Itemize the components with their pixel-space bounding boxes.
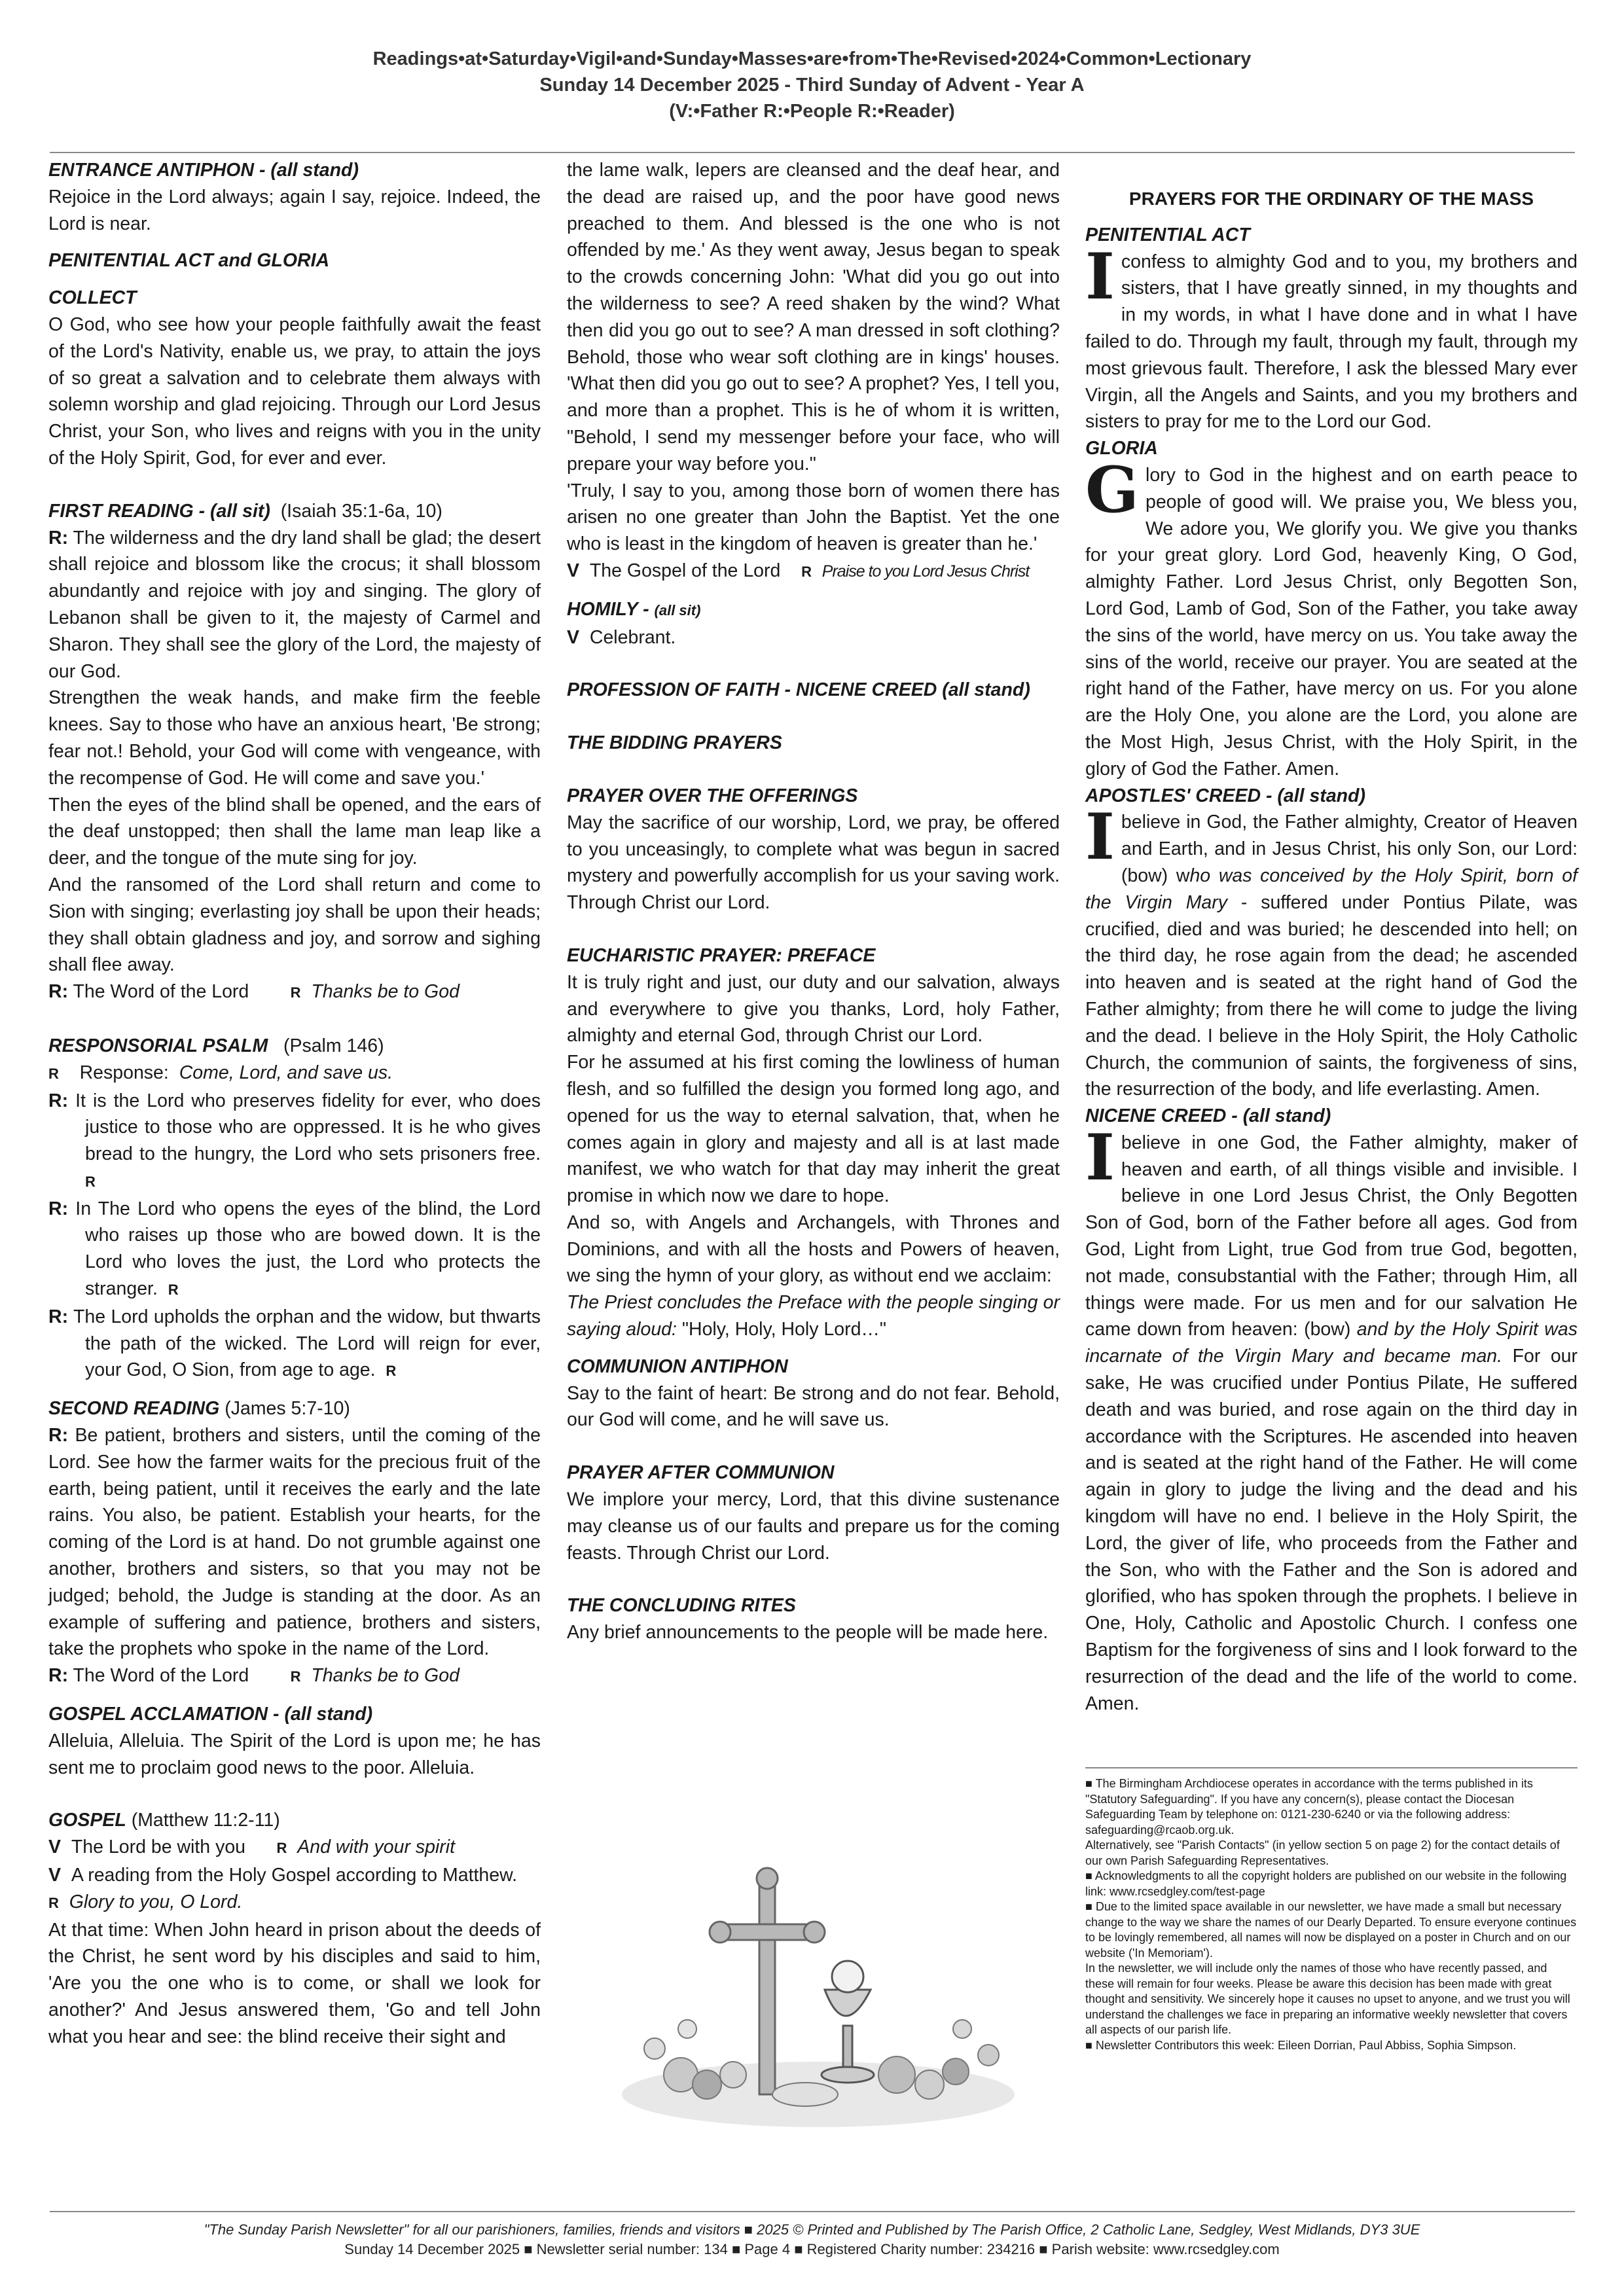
- first-reading-response: R: The Word of the Lord R Thanks be to God: [48, 981, 460, 1003]
- preface-priest: The Priest concludes the Preface with the people singing or saying aloud: "Holy, Holy, Holy Lord…": [567, 1292, 1060, 1340]
- nicene-creed-text: Ibelieve in one God, the Father almighty, maker of heaven and earth, of all things visible and invisible. I believe in one Lord Jesus Christ, the Only Begotten Son of God, born of the Father before all ages. God from God, Light from Light, true God from true God, begotten, not made, consubstantial with the Father; through Him, all things were made. For us men and for our salvation He came down from heaven: (bow) and by the Holy Spirit was incarnate of the Virgin Mary and became man. For our sake, He was crucified under Pontius Pilate, He suffered death and was buried, and rose again on the third day in accordance with the Scriptures. He ascended into heaven and is seated at the right hand of the Father. He will come again in glory to judge the living and the dead and his kingdom will have no end. I believe in the Holy Spirit, the Lord, the giver of life, who proceeds from the Father and the Son, who with the Father and the Son is adored and glorified, who has spoken through the prophets. I believe in One, Holy, Catholic and Apostolic Church. I confess one Baptism for the forgiveness of sins and I look forward to the resurrection of the dead and the life of the world to come. Amen.: [1085, 1120, 1578, 1714]
- acclamation-text: Alleluia, Alleluia. The Spirit of the Lord is upon me; he has sent me to proclaim good news to the poor. Alleluia.: [48, 1730, 541, 1778]
- first-reading-p3: Then the eyes of the blind shall be opened, and the ears of the deaf unstopped; then shall the lame man leap like a deer, and the tongue of the mute sing for joy.: [48, 794, 541, 869]
- gospel-heading: GOSPEL (Matthew 11:2-11): [48, 1810, 280, 1831]
- footer-line-2: Sunday 14 December 2025 ■ Newsletter serial number: 134 ■ Page 4 ■ Registered Charity number: 234216 ■ Parish website: www.rcsedgley.com: [344, 2241, 1280, 2257]
- dropcap-confiteor: I: [1085, 239, 1115, 314]
- confiteor-text: Iconfess to almighty God and to you, my brothers and sisters, that I have greatly sinned, in my thoughts and in my words, in what I have done and in what I have failed to do. Through my fault, through my fault, through my most grievous fault. Therefore, I ask the blessed Mary ever Virgin, all the Angels and Saints, and you my brothers and sisters to pray for me to the Lord our God.: [1085, 239, 1578, 433]
- concluding-text: Any brief announcements to the people will be made here.: [567, 1622, 1049, 1643]
- header-lectionary: Readings•at•Saturday•Vigil•and•Sunday•Masses•are•from•The•Revised•2024•Common•Lectionary: [372, 48, 1252, 69]
- gospel-continued-2: 'Truly, I say to you, among those born of women there has arisen no one greater than John the Baptist. Yet the one who is least in the kingdom of heaven is greater than he.': [567, 480, 1060, 555]
- preface-heading: EUCHARISTIC PRAYER: PREFACE: [567, 944, 876, 966]
- dropcap-nicene: I: [1085, 1120, 1115, 1194]
- footer-line-1: "The Sunday Parish Newsletter" for all our parishioners, families, friends and visitors ■ 2025 © Printed and Published by The Parish Office, 2 Catholic Lane, Sedgley, West Midlands, DY3 3UE: [204, 2221, 1420, 2238]
- note-departed: ■ Due to the limited space available in our newsletter, we have made a small but necessary change to the way we share the names of our Dearly Departed. To ensure everyone continues to be lovingly remembered, all names will now be displayed on a poster in Church and on our website ('In Memoriam').: [1085, 1900, 1577, 1960]
- gospel-dialogue-2: V A reading from the Holy Gospel according to Matthew.: [48, 1865, 518, 1886]
- note-acknowledgments: ■ Acknowledgments to all the copyright holders are published on our website in the following link: www.rcsedgley.com/test-page: [1085, 1869, 1567, 1898]
- creed-heading: PROFESSION OF FAITH - NICENE CREED (all stand): [567, 679, 1030, 701]
- column-2: [567, 157, 1060, 1646]
- first-reading-p2: Strengthen the weak hands, and make firm the feeble knees. Say to those who have an anxious heart, 'Be strong; fear not.! Behold, your God will come with vengeance, with the recompense of God. He will come and save you.': [48, 687, 541, 789]
- bottom-rule: [50, 2211, 1575, 2212]
- collect-heading: COLLECT: [48, 287, 137, 309]
- gospel-end: V The Gospel of the Lord R Praise to you Lord Jesus Christ: [567, 560, 1030, 581]
- nicene-creed-heading: NICENE CREED - (all stand): [1085, 1105, 1331, 1127]
- concluding-heading: THE CONCLUDING RITES: [567, 1595, 796, 1617]
- gloria-heading: GLORIA: [1085, 438, 1158, 459]
- offerings-heading: PRAYER OVER THE OFFERINGS: [567, 785, 858, 806]
- first-reading-p4: And the ransomed of the Lord shall return and come to Sion with singing; everlasting joy shall be upon their heads; they shall obtain gladness and joy, and sorrow and sighing shall flee away.: [48, 874, 541, 976]
- note-departed-2: In the newsletter, we will include only the names of those who have recently passed, and these will remain for four weeks. Please be aware this decision has been made with great thought and sensitivity. We sincerely hope it causes no upset to anyone, and we trust you will understand the challenges we face in preparing an informative weekly newsletter that covers all aspects of our parish life.: [1085, 1962, 1570, 2036]
- communion-illustration: [609, 1859, 1028, 2134]
- communion-heading: COMMUNION ANTIPHON: [567, 1355, 788, 1377]
- note-safeguarding: ■ The Birmingham Archdiocese operates in accordance with the terms published in its "Statutory Safeguarding". If you have any concern(s), please contact the Diocesan Safeguarding Team by telephone on: 0121-230-6240 or via the following address: safeguarding@rcaob.org.uk.: [1085, 1777, 1533, 1837]
- first-reading-heading: FIRST READING - (all sit) (Isaiah 35:1-6a, 10): [48, 500, 442, 522]
- after-communion-text: We implore your mercy, Lord, that this divine sustenance may cleanse us of our faults and prepare us for the coming feasts. Through Christ our Lord.: [567, 1489, 1060, 1564]
- homily-text: V Celebrant.: [567, 626, 676, 648]
- preface-p1: It is truly right and just, our duty and our salvation, always and everywhere to give you thanks, Lord, holy Father, almighty and eternal God, through Christ our Lord.: [567, 971, 1060, 1047]
- psalm-verse-2: R: In The Lord who opens the eyes of the blind, the Lord who raises up those who are bowed down. It is the Lord who loves the just, the Lord who protects the stranger. R: [48, 1198, 541, 1300]
- apostles-creed-text: Ibelieve in God, the Father almighty, Creator of Heaven and Earth, and in Jesus Christ, his only Son, our Lord: (bow) who was conceived by the Holy Spirit, born of the Virgin Mary - suffered under Pontius Pilate, was crucified, died and was buried; he descended into hell; on the third day, he rose again from the dead; he ascended into heaven and is seated at the right hand of God the Father almighty; from there he will come to judge the living and the dead. I believe in the Holy Spirit, the Holy Catholic Church, the communion of saints, the forgiveness of sins, the resurrection of the body, and life everlasting. Amen.: [1085, 800, 1578, 1100]
- note-safeguarding-contacts: Alternatively, see "Parish Contacts" (in yellow section 5 on page 2) for the contact details of our own Parish Safeguarding Representatives.: [1085, 1839, 1560, 1867]
- page-header: [0, 46, 1624, 124]
- dropcap-apostles: I: [1085, 800, 1115, 874]
- psalm-response: R Response: Come, Lord, and save us.: [48, 1062, 393, 1083]
- collect-text: O God, who see how your people faithfully await the feast of the Lord's Nativity, enable us, we pray, to attain the joys of so great a salvation and to celebrate them always with solemn worship and glad rejoicing. Through our Lord Jesus Christ, your Son, who lives and reigns with you in the unity of the Holy Spirit, God, for ever and ever.: [48, 314, 541, 469]
- gospel-dialogue-1: V The Lord be with you R And with your spirit: [48, 1837, 456, 1858]
- parish-notes: [1085, 1767, 1578, 2053]
- top-rule: [50, 152, 1575, 153]
- preface-p2: For he assumed at his first coming the lowliness of human flesh, and so fulfilled the design you formed long ago, and opened for us the way to eternal salvation, that, when he comes again in glory and majesty and all is at last made manifest, we who watch for that day may inherit the great promise in which now we dare to hope.: [567, 1052, 1060, 1207]
- gospel-text: At that time: When John heard in prison about the deeds of the Christ, he sent word by his disciples and said to him, 'Are you the one who is to come, or shall we look for another?' And Jesus answered them, 'Go and tell John what you hear and see: the blind receive their sight and: [48, 1919, 541, 2047]
- after-communion-heading: PRAYER AFTER COMMUNION: [567, 1462, 835, 1484]
- column-3: [1085, 157, 1578, 1717]
- psalm-verse-3: R: The Lord upholds the orphan and the widow, but thwarts the path of the wicked. The Lord will reign for ever, your God, O Sion, from age to age. R: [48, 1306, 541, 1381]
- entrance-antiphon-heading: ENTRANCE ANTIPHON - (all stand): [48, 160, 359, 181]
- entrance-antiphon-text: Rejoice in the Lord always; again I say, rejoice. Indeed, the Lord is near.: [48, 186, 541, 234]
- psalm-heading: RESPONSORIAL PSALM (Psalm 146): [48, 1035, 384, 1056]
- note-contributors: ■ Newsletter Contributors this week: Eileen Dorrian, Paul Abbiss, Sophia Simpson.: [1085, 2038, 1517, 2052]
- dropcap-gloria: G: [1085, 452, 1139, 527]
- page-footer: [0, 2220, 1624, 2259]
- second-reading-response: R: The Word of the Lord R Thanks be to God: [48, 1665, 460, 1687]
- apostles-creed-heading: APOSTLES' CREED - (all stand): [1085, 785, 1365, 806]
- second-reading-heading: SECOND READING (James 5:7-10): [48, 1398, 350, 1420]
- header-date: Sunday 14 December 2025 - Third Sunday of Advent - Year A: [539, 75, 1085, 96]
- gospel-dialogue-3: R Glory to you, O Lord.: [48, 1891, 243, 1912]
- cross-icon: [710, 1868, 825, 2094]
- column-1: [48, 157, 541, 2051]
- penitential-act-heading: PENITENTIAL ACT: [1085, 224, 1250, 245]
- gloria-text: Glory to God in the highest and on earth peace to people of good will. We praise you, We bless you, We adore you, We glorify you. We give you thanks for your great glory. Lord God, heavenly King, O God, almighty Father. Lord Jesus Christ, only Begotten Son, Lord God, Lamb of God, Son of the Father, you take away the sins of the world, have mercy on us. You take away the sins of the world, receive our prayer. You are seated at the right hand of the Father, have mercy on us. For you alone are the Holy One, you alone are the Lord, you alone are the Most High, Jesus Christ, with the Holy Spirit, in the glory of God the Father. Amen.: [1085, 452, 1578, 780]
- first-reading-p1: R: The wilderness and the dry land shall be glad; the desert shall rejoice and blossom like the crocus; it shall blossom abundantly and rejoice with joy and singing. The glory of Lebanon shall be given to it, the majesty of Carmel and Sharon. They shall see the glory of the Lord, the majesty of our God.: [48, 527, 541, 682]
- communion-text: Say to the faint of heart: Be strong and do not fear. Behold, our God will come, and he will save us.: [567, 1382, 1060, 1431]
- second-reading-text: R: Be patient, brothers and sisters, until the coming of the Lord. See how the farmer waits for the precious fruit of the earth, being patient, until it receives the early and the late rains. You also, be patient. Establish your hearts, for the coming of the Lord is at hand. Do not grumble against one another, brothers and sisters, so that you may not be judged; behold, the Judge is standing at the door. As an example of suffering and patience, brothers and sisters, take the prophets who spoke in the name of the Lord.: [48, 1425, 541, 1660]
- offerings-text: May the sacrifice of our worship, Lord, we pray, be offered to you unceasingly, to complete what was begun in sacred mystery and powerfully accomplish for us your saving work. Through Christ our Lord.: [567, 812, 1060, 914]
- psalm-verse-1: R: It is the Lord who preserves fidelity for ever, who does justice to those who are oppressed. It is he who gives bread to the hungry, the Lord who sets prisoners free. R: [48, 1090, 541, 1190]
- preface-p3: And so, with Angels and Archangels, with Thrones and Dominions, and with all the hosts and Powers of heaven, we sing the hymn of your glory, as without end we acclaim:: [567, 1211, 1060, 1287]
- homily-heading: HOMILY - (all sit): [567, 598, 701, 620]
- bidding-heading: THE BIDDING PRAYERS: [567, 732, 782, 754]
- ordinary-heading: PRAYERS FOR THE ORDINARY OF THE MASS: [1128, 188, 1534, 209]
- header-legend: (V:•Father R:•People R:•Reader): [669, 101, 955, 122]
- penitential-gloria-heading: PENITENTIAL ACT and GLORIA: [48, 250, 330, 272]
- acclamation-heading: GOSPEL ACCLAMATION - (all stand): [48, 1704, 373, 1725]
- gospel-continued: the lame walk, lepers are cleansed and the deaf hear, and the dead are raised up, and the poor have good news preached to them. And blessed is the one who is not offended by me.' As they went away, Jesus began to speak to the crowds concerning John: 'What did you go out into the wilderness to see? A reed shaken by the wind? What then did you go out to see? A man dressed in soft clothing? Behold, those who wear soft clothing are in kings' houses. 'What then did you go out to see? A prophet? Yes, I tell you, and more than a prophet. This is he of whom it is written, "Behold, I send my messenger before your face, who will prepare your way before you.": [567, 160, 1060, 475]
